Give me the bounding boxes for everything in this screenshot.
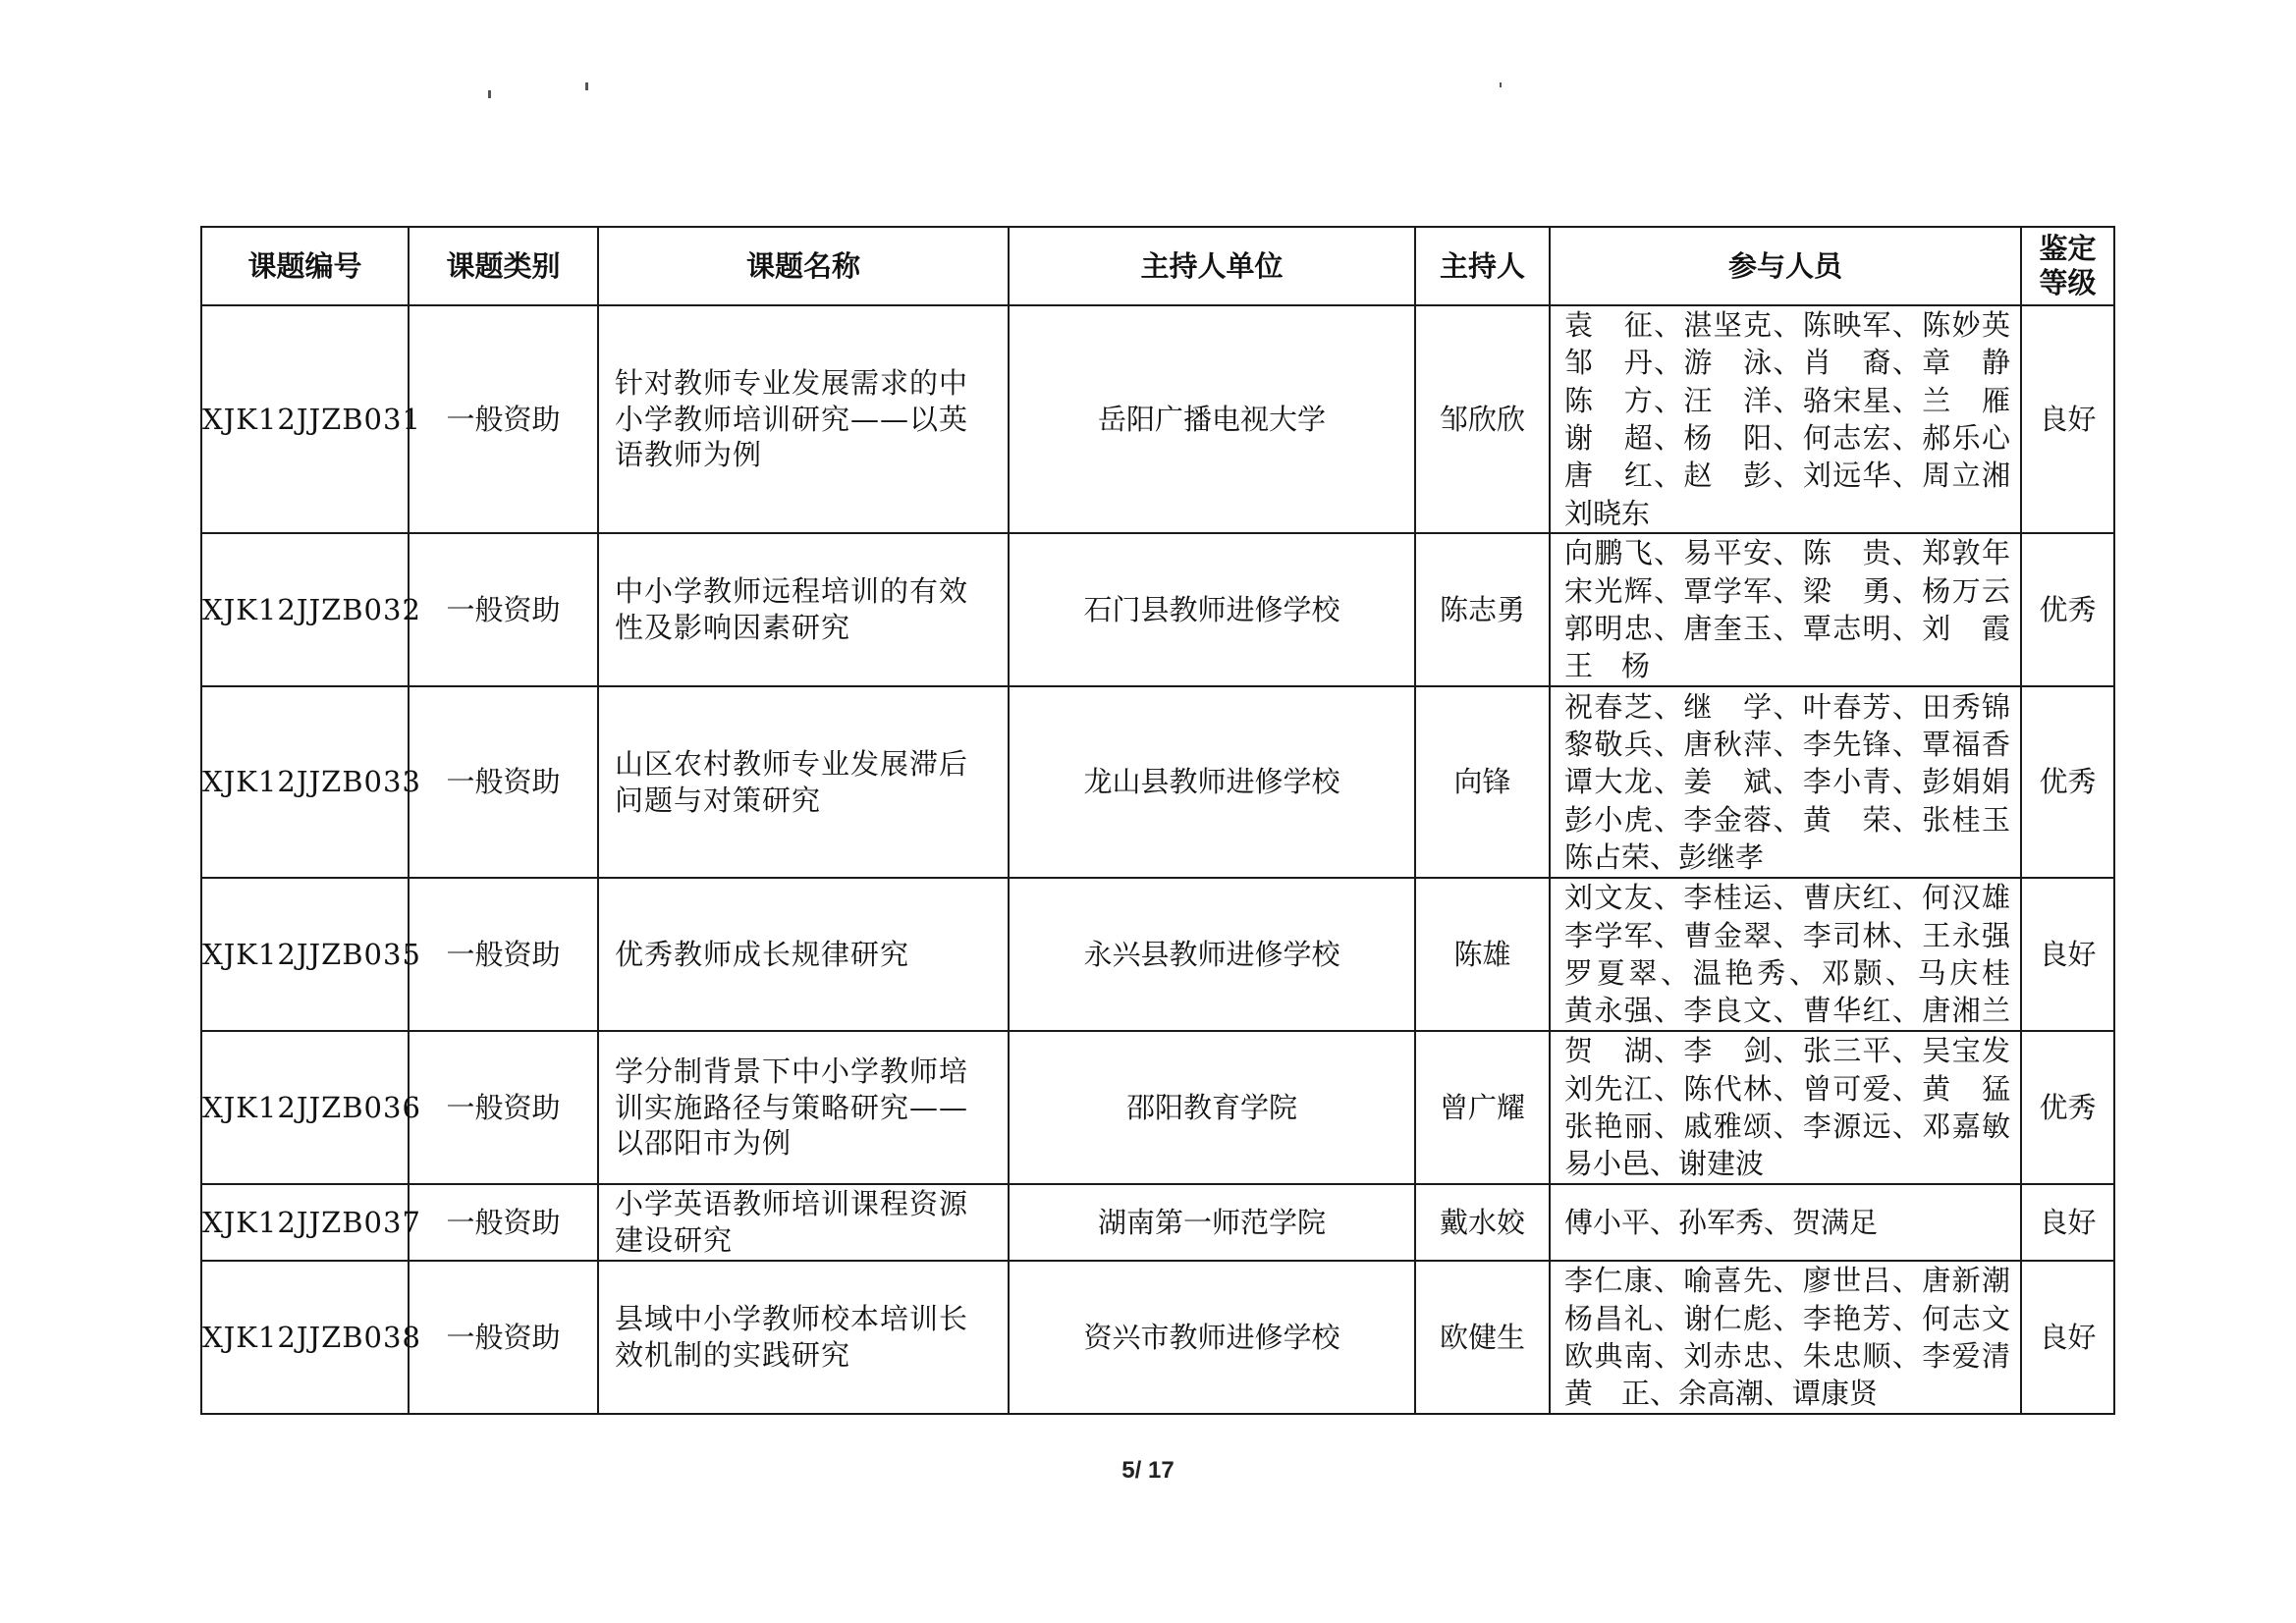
member-line: 张艳丽、戚雅颂、李源远、邓嘉敏 bbox=[1564, 1109, 2010, 1143]
project-type: 一般资助 bbox=[409, 533, 598, 686]
header-row bbox=[201, 227, 2114, 305]
project-code: XJK12JJZB036 bbox=[201, 1031, 409, 1184]
table-row bbox=[201, 305, 2114, 533]
member-line: 陈 方、汪 洋、骆宋星、兰 雁 bbox=[1564, 383, 2010, 417]
member-line: 刘文友、李桂运、曹庆红、何汉雄 bbox=[1564, 881, 2010, 915]
member-line: 谢 超、杨 阳、何志宏、郝乐心 bbox=[1564, 421, 2010, 455]
project-name: 中小学教师远程培训的有效性及影响因素研究 bbox=[598, 533, 1009, 686]
host-unit: 岳阳广播电视大学 bbox=[1009, 305, 1415, 533]
member-line: 杨昌礼、谢仁彪、李艳芳、何志文 bbox=[1564, 1301, 2010, 1335]
member-line: 向鹏飞、易平安、陈 贵、郑敦年 bbox=[1564, 536, 2010, 570]
header-host: 主持人 bbox=[1415, 227, 1550, 305]
member-line: 易小邑、谢建波 bbox=[1564, 1147, 1765, 1181]
host-unit: 石门县教师进修学校 bbox=[1009, 533, 1415, 686]
member-line: 黄永强、李良文、曹华红、唐湘兰 bbox=[1564, 994, 2010, 1028]
header-project-name: 课题名称 bbox=[598, 227, 1009, 305]
project-code: XJK12JJZB035 bbox=[201, 878, 409, 1031]
member-line: 祝春芝、继 学、叶春芳、田秀锦 bbox=[1564, 689, 2010, 724]
table-row bbox=[201, 1031, 2114, 1184]
member-line: 唐 红、赵 彭、刘远华、周立湘 bbox=[1564, 459, 2010, 493]
project-name: 县域中小学教师校本培训长效机制的实践研究 bbox=[598, 1261, 1009, 1414]
member-line: 李仁康、喻喜先、廖世吕、唐新潮 bbox=[1564, 1264, 2010, 1298]
grade: 优秀 bbox=[2021, 1031, 2114, 1184]
host-unit: 邵阳教育学院 bbox=[1009, 1031, 1415, 1184]
members-cell bbox=[1550, 533, 2021, 686]
host-person: 向锋 bbox=[1415, 686, 1550, 878]
member-line: 刘先江、陈代林、曾可爱、黄 猛 bbox=[1564, 1071, 2010, 1106]
scan-speck-decoration bbox=[1500, 82, 1502, 87]
members-cell bbox=[1550, 1184, 2021, 1261]
page-number: 5/ 17 bbox=[1121, 1457, 1175, 1484]
table-row bbox=[201, 686, 2114, 878]
header-grade-text: 鉴定等级 bbox=[2039, 232, 2097, 299]
member-line: 黎敬兵、唐秋萍、李先锋、覃福香 bbox=[1564, 728, 2010, 762]
table-row bbox=[201, 1184, 2114, 1261]
research-projects-table bbox=[200, 226, 2115, 1415]
grade: 良好 bbox=[2021, 878, 2114, 1031]
scan-speck-decoration bbox=[585, 82, 588, 90]
project-type: 一般资助 bbox=[409, 1031, 598, 1184]
members-cell bbox=[1550, 1031, 2021, 1184]
host-person: 陈志勇 bbox=[1415, 533, 1550, 686]
members-cell bbox=[1550, 686, 2021, 878]
header-grade bbox=[2021, 227, 2114, 305]
member-line: 贺 湖、李 剑、张三平、吴宝发 bbox=[1564, 1034, 2010, 1068]
member-line: 黄 正、余高潮、谭康贤 bbox=[1564, 1377, 1879, 1411]
member-line: 谭大龙、姜 斌、李小青、彭娟娟 bbox=[1564, 765, 2010, 799]
project-name: 优秀教师成长规律研究 bbox=[598, 878, 1009, 1031]
header-project-type: 课题类别 bbox=[409, 227, 598, 305]
grade: 良好 bbox=[2021, 1184, 2114, 1261]
grade: 良好 bbox=[2021, 305, 2114, 533]
table-row bbox=[201, 533, 2114, 686]
project-code: XJK12JJZB033 bbox=[201, 686, 409, 878]
header-project-code: 课题编号 bbox=[201, 227, 409, 305]
project-type: 一般资助 bbox=[409, 1261, 598, 1414]
project-type: 一般资助 bbox=[409, 686, 598, 878]
member-line: 袁 征、湛坚克、陈映军、陈妙英 bbox=[1564, 308, 2010, 343]
table-row bbox=[201, 878, 2114, 1031]
member-line: 傅小平、孙军秀、贺满足 bbox=[1564, 1205, 1879, 1239]
grade: 优秀 bbox=[2021, 686, 2114, 878]
member-line: 刘晓东 bbox=[1564, 496, 1651, 530]
host-person: 欧健生 bbox=[1415, 1261, 1550, 1414]
member-line: 罗夏翠、温艳秀、邓颢、马庆桂 bbox=[1564, 956, 2010, 990]
member-line: 王 杨 bbox=[1564, 649, 1651, 683]
project-type: 一般资助 bbox=[409, 1184, 598, 1261]
project-code: XJK12JJZB038 bbox=[201, 1261, 409, 1414]
project-name: 学分制背景下中小学教师培训实施路径与策略研究——以邵阳市为例 bbox=[598, 1031, 1009, 1184]
host-unit: 湖南第一师范学院 bbox=[1009, 1184, 1415, 1261]
host-unit: 龙山县教师进修学校 bbox=[1009, 686, 1415, 878]
project-name: 山区农村教师专业发展滞后问题与对策研究 bbox=[598, 686, 1009, 878]
member-line: 邹 丹、游 泳、肖 裔、章 静 bbox=[1564, 346, 2010, 380]
host-person: 曾广耀 bbox=[1415, 1031, 1550, 1184]
members-cell bbox=[1550, 305, 2021, 533]
member-line: 欧典南、刘赤忠、朱忠顺、李爱清 bbox=[1564, 1339, 2010, 1373]
project-name: 针对教师专业发展需求的中小学教师培训研究——以英语教师为例 bbox=[598, 305, 1009, 533]
project-type: 一般资助 bbox=[409, 305, 598, 533]
project-name: 小学英语教师培训课程资源建设研究 bbox=[598, 1184, 1009, 1261]
members-cell bbox=[1550, 878, 2021, 1031]
host-person: 戴水姣 bbox=[1415, 1184, 1550, 1261]
host-person: 邹欣欣 bbox=[1415, 305, 1550, 533]
grade: 良好 bbox=[2021, 1261, 2114, 1414]
member-line: 宋光辉、覃学军、梁 勇、杨万云 bbox=[1564, 573, 2010, 608]
project-code: XJK12JJZB037 bbox=[201, 1184, 409, 1261]
member-line: 郭明忠、唐奎玉、覃志明、刘 霞 bbox=[1564, 612, 2010, 645]
header-members: 参与人员 bbox=[1550, 227, 2021, 305]
header-host-unit: 主持人单位 bbox=[1009, 227, 1415, 305]
host-person: 陈雄 bbox=[1415, 878, 1550, 1031]
host-unit: 资兴市教师进修学校 bbox=[1009, 1261, 1415, 1414]
table-row bbox=[201, 1261, 2114, 1414]
project-type: 一般资助 bbox=[409, 878, 598, 1031]
host-unit: 永兴县教师进修学校 bbox=[1009, 878, 1415, 1031]
member-line: 彭小虎、李金蓉、黄 荣、张桂玉 bbox=[1564, 802, 2010, 837]
project-code: XJK12JJZB032 bbox=[201, 533, 409, 686]
member-line: 李学军、曹金翠、李司林、王永强 bbox=[1564, 918, 2010, 952]
member-line: 陈占荣、彭继孝 bbox=[1564, 839, 1765, 874]
members-cell bbox=[1550, 1261, 2021, 1414]
scan-speck-decoration bbox=[488, 90, 491, 98]
grade: 优秀 bbox=[2021, 533, 2114, 686]
project-code: XJK12JJZB031 bbox=[201, 305, 409, 533]
